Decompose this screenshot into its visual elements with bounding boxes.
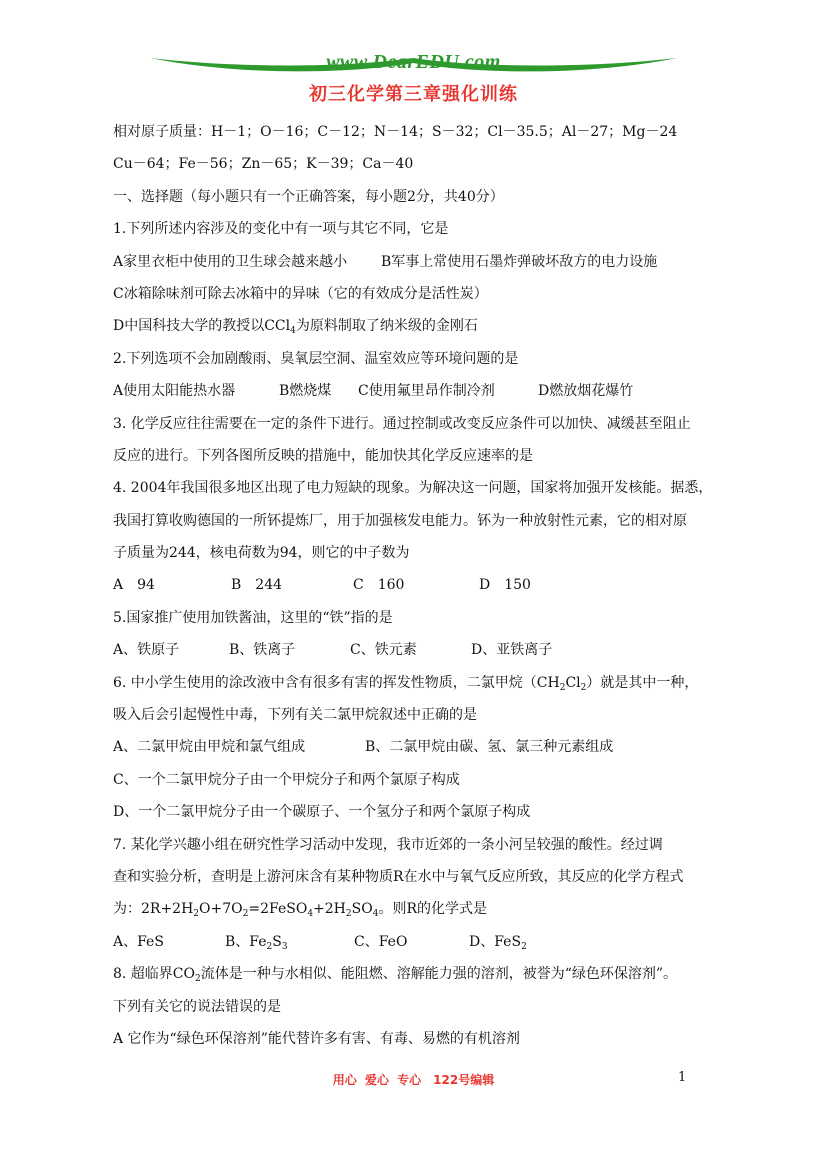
q6-option-b: B、二氯甲烷由碳、氢、氯三种元素组成	[365, 739, 614, 756]
q7-option-c: C、FeO	[354, 933, 408, 950]
q7-option-d: D、FeS$_2$	[469, 933, 527, 952]
q4-option-c: C 160	[353, 577, 405, 594]
site-header	[150, 50, 677, 80]
document-body	[113, 116, 719, 1055]
q8-option-a: A 它作为“绿色环保溶剂”能代替许多有害、有毒、易燃的有机溶剂	[113, 1030, 520, 1047]
q6-option-c: C、一个二氯甲烷分子由一个甲烷分子和两个氯原子构成	[113, 771, 460, 788]
page-number: 1	[678, 1070, 687, 1085]
q7-options	[113, 926, 719, 958]
q5-option-d: D、亚铁离子	[471, 642, 553, 659]
q8-line-2: 下列有关它的说法错误的是	[113, 998, 281, 1015]
q4-option-a: A 94	[113, 577, 155, 594]
atomic-mass-line-1: 相对原子质量：H－1；O－16；C－12；N－14；S－32；Cl－35.5；Al－27；Mg－24	[113, 124, 678, 140]
q2-stem: 2.下列选项不会加剧酸雨、臭氧层空洞、温室效应等环境问题的是	[113, 350, 519, 367]
q1-option-a: A家里衣柜中使用的卫生球会越来越小	[113, 253, 348, 270]
site-url[interactable]: www.DearEDU.com	[326, 51, 501, 73]
q7-equation: 为：$2R+2H_2O+7O_2=2FeSO_4+2H_2SO_4$。则R的化学式是	[113, 901, 487, 920]
q2-option-d: D燃放烟花爆竹	[538, 383, 634, 400]
q4-option-b: B 244	[231, 577, 283, 594]
q2-option-a: A使用太阳能热水器	[113, 383, 236, 400]
q6-options-ab	[113, 731, 719, 763]
q7-option-b: B、$Fe_2S_3$	[225, 933, 288, 952]
q2-option-b: B燃烧煤	[279, 383, 332, 400]
q5-stem: 5.国家推广使用加铁酱油，这里的“铁”指的是	[113, 609, 393, 626]
atomic-mass-line-2: Cu－64；Fe－56；Zn－65；K－39；Ca－40	[113, 156, 414, 173]
q3-line-1: 3. 化学反应往往需要在一定的条件下进行。通过控制或改变反应条件可以加快、减缓甚至阻止	[113, 415, 691, 432]
footer-editor-note: 用心 爱心 专心 122号编辑	[332, 1073, 495, 1087]
q4-line-2: 我国打算收购德国的一所钚提炼厂，用于加强核发电能力。钚为一种放射性元素，它的相对原	[113, 512, 687, 529]
q1-options-ab	[113, 246, 719, 278]
q2-options	[113, 375, 719, 407]
q4-option-d: D 150	[479, 577, 531, 594]
page-title: 初三化学第三章强化训练	[309, 84, 518, 105]
q7-line-2: 查和实验分析，查明是上游河床含有某种物质R在水中与氧气反应所致，其反应的化学方程式	[113, 868, 684, 885]
q3-line-2: 反应的进行。下列各图所反映的措施中，能加快其化学反应速率的是	[113, 447, 533, 464]
q2-option-c: C使用氟里昂作制冷剂	[358, 383, 495, 400]
q7-option-a: A、FeS	[113, 933, 164, 950]
q5-options	[113, 634, 719, 666]
q4-options	[113, 569, 719, 601]
q6-option-a: A、二氯甲烷由甲烷和氯气组成	[113, 739, 306, 756]
q4-line-3: 子质量为244，核电荷数为94，则它的中子数为	[113, 545, 410, 562]
section-heading: 一、选择题（每小题只有一个正确答案，每小题2分，共40分）	[113, 188, 504, 205]
q1-option-b: B军事上常使用石墨炸弹破坏敌方的电力设施	[381, 253, 658, 270]
q6-line-1: 6. 中小学生使用的涂改液中含有很多有害的挥发性物质，二氯甲烷$(CH_2Cl_2)$就是其中一种，	[113, 674, 699, 693]
q8-line-1: 8. 超临界$CO_2$流体是一种与水相似、能阻燃、溶解能力强的溶剂，被誉为“绿色环保溶剂”。	[113, 966, 678, 985]
q1-option-d: D中国科技大学的教授以CCl$_4$为原料制取了纳米级的金刚石	[113, 318, 478, 337]
q5-option-a: A、铁原子	[113, 642, 180, 659]
q1-option-c: C冰箱除味剂可除去冰箱中的异味（它的有效成分是活性炭）	[113, 285, 488, 302]
q4-line-1: 4. 2004年我国很多地区出现了电力短缺的现象。为解决这一问题，国家将加强开发核能。据悉，	[113, 480, 713, 497]
q5-option-c: C、铁元素	[350, 642, 417, 659]
q6-option-d: D、一个二氯甲烷分子由一个碳原子、一个氢分子和两个氯原子构成	[113, 804, 531, 821]
q7-line-1: 7. 某化学兴趣小组在研究性学习活动中发现，我市近郊的一条小河呈较强的酸性。经过调	[113, 836, 663, 853]
q1-stem: 1.下列所述内容涉及的变化中有一项与其它不同，它是	[113, 221, 449, 238]
q5-option-b: B、铁离子	[229, 642, 296, 659]
q6-line-2: 吸入后会引起慢性中毒，下列有关二氯甲烷叙述中正确的是	[113, 707, 477, 724]
